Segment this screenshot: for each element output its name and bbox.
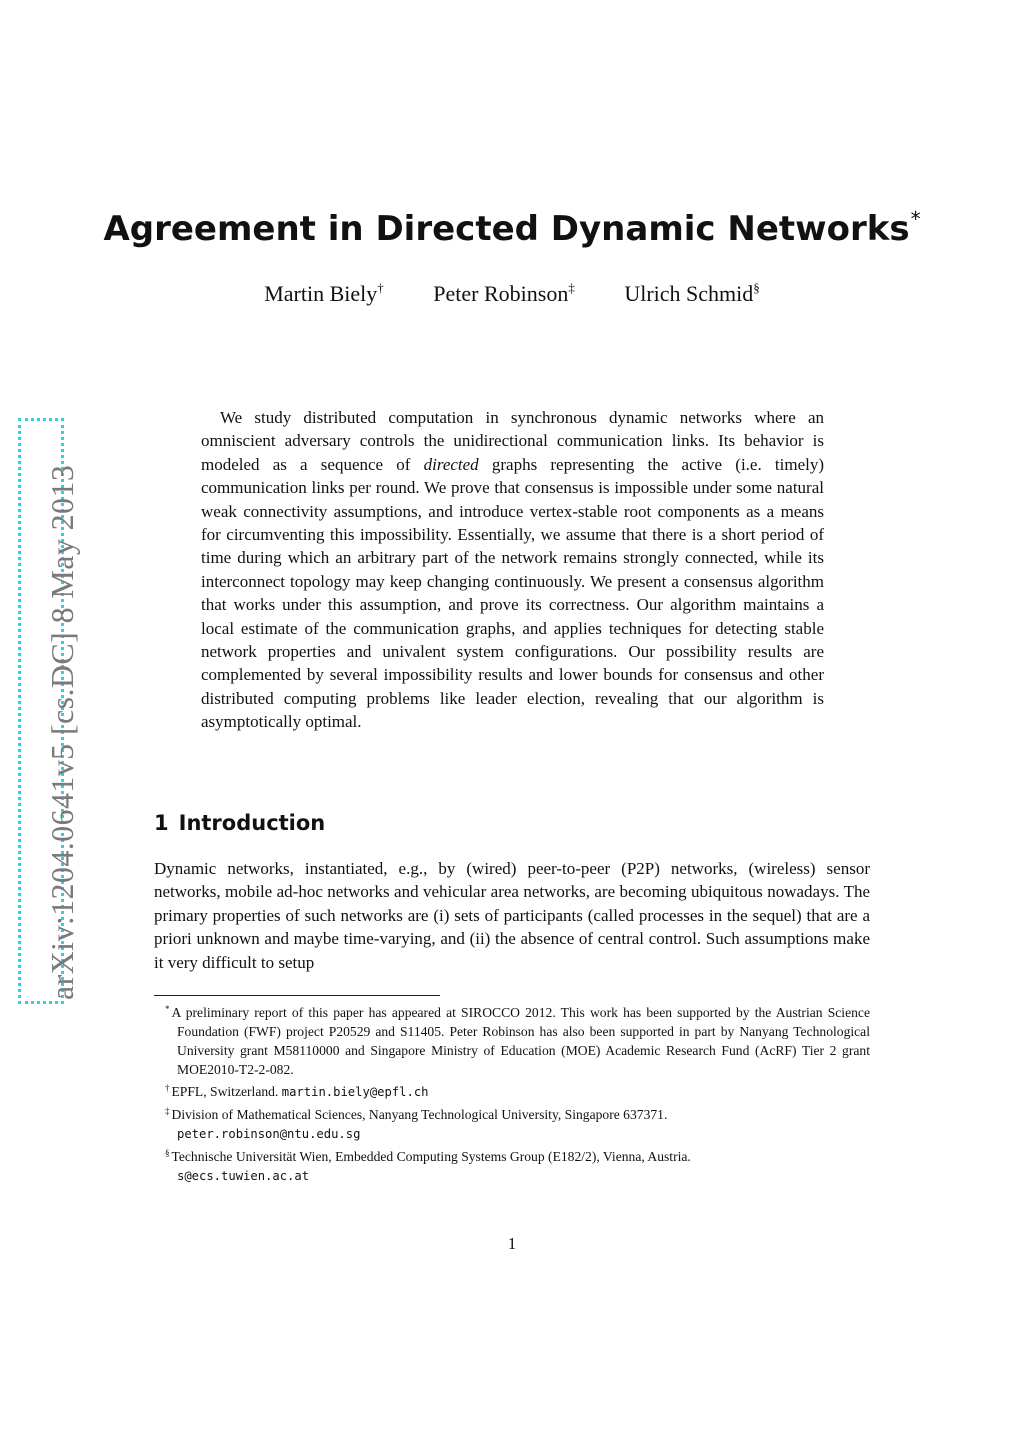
author-name: Martin Biely [264, 281, 378, 306]
author [624, 280, 759, 307]
abstract-text: graphs representing the active (i.e. timely) communication links per round. We prove that consensus is impossible under some natural weak connectivity assumptions, and introduce vertex-stable root components as a means for circumventing this impossibility. Essentially, we assume that there is a short period of time during which an arbitrary part of the network remains strongly connected, while its interconnect topology may keep changing continuously. We present a consensus algorithm that works under this assumption, and prove its correctness. Our algorithm maintains a local estimate of the communication graphs, and applies techniques for detecting stable network properties and univalent system configurations. Our possibility results are complemented by several impossibility results and lower bounds for consensus and other distributed computing problems like leader election, revealing that our algorithm is asymptotically optimal. [201, 454, 824, 732]
footnote-mark: § [165, 1148, 170, 1158]
abstract-emphasis: directed [423, 454, 479, 474]
abstract [201, 406, 824, 734]
footnote-text: EPFL, Switzerland. [171, 1084, 279, 1099]
footnote [154, 1144, 870, 1166]
title-text: Agreement in Directed Dynamic Networks [103, 209, 910, 249]
section-number: 1 [154, 811, 169, 835]
footnote-email-line [154, 1124, 870, 1144]
email-link[interactable]: martin.biely@epfl.ch [281, 1085, 429, 1099]
arxiv-identifier: arXiv:1204.0641v5 [cs.DC] 8 May 2013 [44, 464, 80, 1000]
section-title: Introduction [178, 811, 326, 835]
email-link[interactable]: s@ecs.tuwien.ac.at [177, 1169, 310, 1183]
footnotes [154, 1000, 870, 1186]
footnote-email-line [154, 1166, 870, 1186]
author [264, 280, 384, 307]
author-name: Peter Robinson [433, 281, 569, 306]
footnote-text: Division of Mathematical Sciences, Nanyang Technological University, Singapore 637371. [171, 1107, 668, 1122]
email-link[interactable]: peter.robinson@ntu.edu.sg [177, 1127, 361, 1141]
author-mark: † [377, 280, 384, 295]
footnote [154, 1102, 870, 1124]
footnote-mark: ‡ [165, 1106, 170, 1116]
footnote-text: Technische Universität Wien, Embedded Computing Systems Group (E182/2), Vienna, Austria. [171, 1149, 691, 1164]
author-name: Ulrich Schmid [624, 281, 754, 306]
section-heading [154, 811, 325, 835]
footnote-text: A preliminary report of this paper has appeared at SIROCCO 2012. This work has been supported by the Austrian Science Foundation (FWF) project P20529 and S11405. Peter Robinson has also been supported in part by Nanyang Technological University grant M58110000 and Singapore Ministry of Education (MOE) Academic Research Fund (AcRF) Tier 2 grant MOE2010-T2-2-082. [171, 1005, 870, 1077]
footnote-mark: * [165, 1004, 170, 1014]
author-mark: § [753, 280, 760, 295]
author-mark: ‡ [568, 280, 575, 295]
author-list [0, 280, 1024, 307]
footnote-mark: † [165, 1083, 170, 1093]
intro-paragraph: Dynamic networks, instantiated, e.g., by (wired) peer-to-peer (P2P) networks, (wireless) sensor networks, mobile ad-hoc networks and vehicular area networks, are becoming ubiquitous nowadays. The primary properties of such networks are (i) sets of participants (called processes in the sequel) that are a priori unknown and maybe time-varying, and (ii) the absence of central control. Such assumptions make it very difficult to setup [154, 859, 870, 972]
paper-title [0, 207, 1024, 249]
author [433, 280, 575, 307]
footnote [154, 1000, 870, 1079]
title-footnote-mark: * [910, 207, 921, 231]
abstract-text: We study distributed computation in synchronous dynamic networks where an omniscient adversary controls the unidirectional communication links. Its behavior is modeled as a sequence of [201, 408, 824, 474]
footnote [154, 1079, 870, 1102]
footnote-rule [154, 995, 440, 996]
page-number: 1 [507, 1234, 517, 1253]
